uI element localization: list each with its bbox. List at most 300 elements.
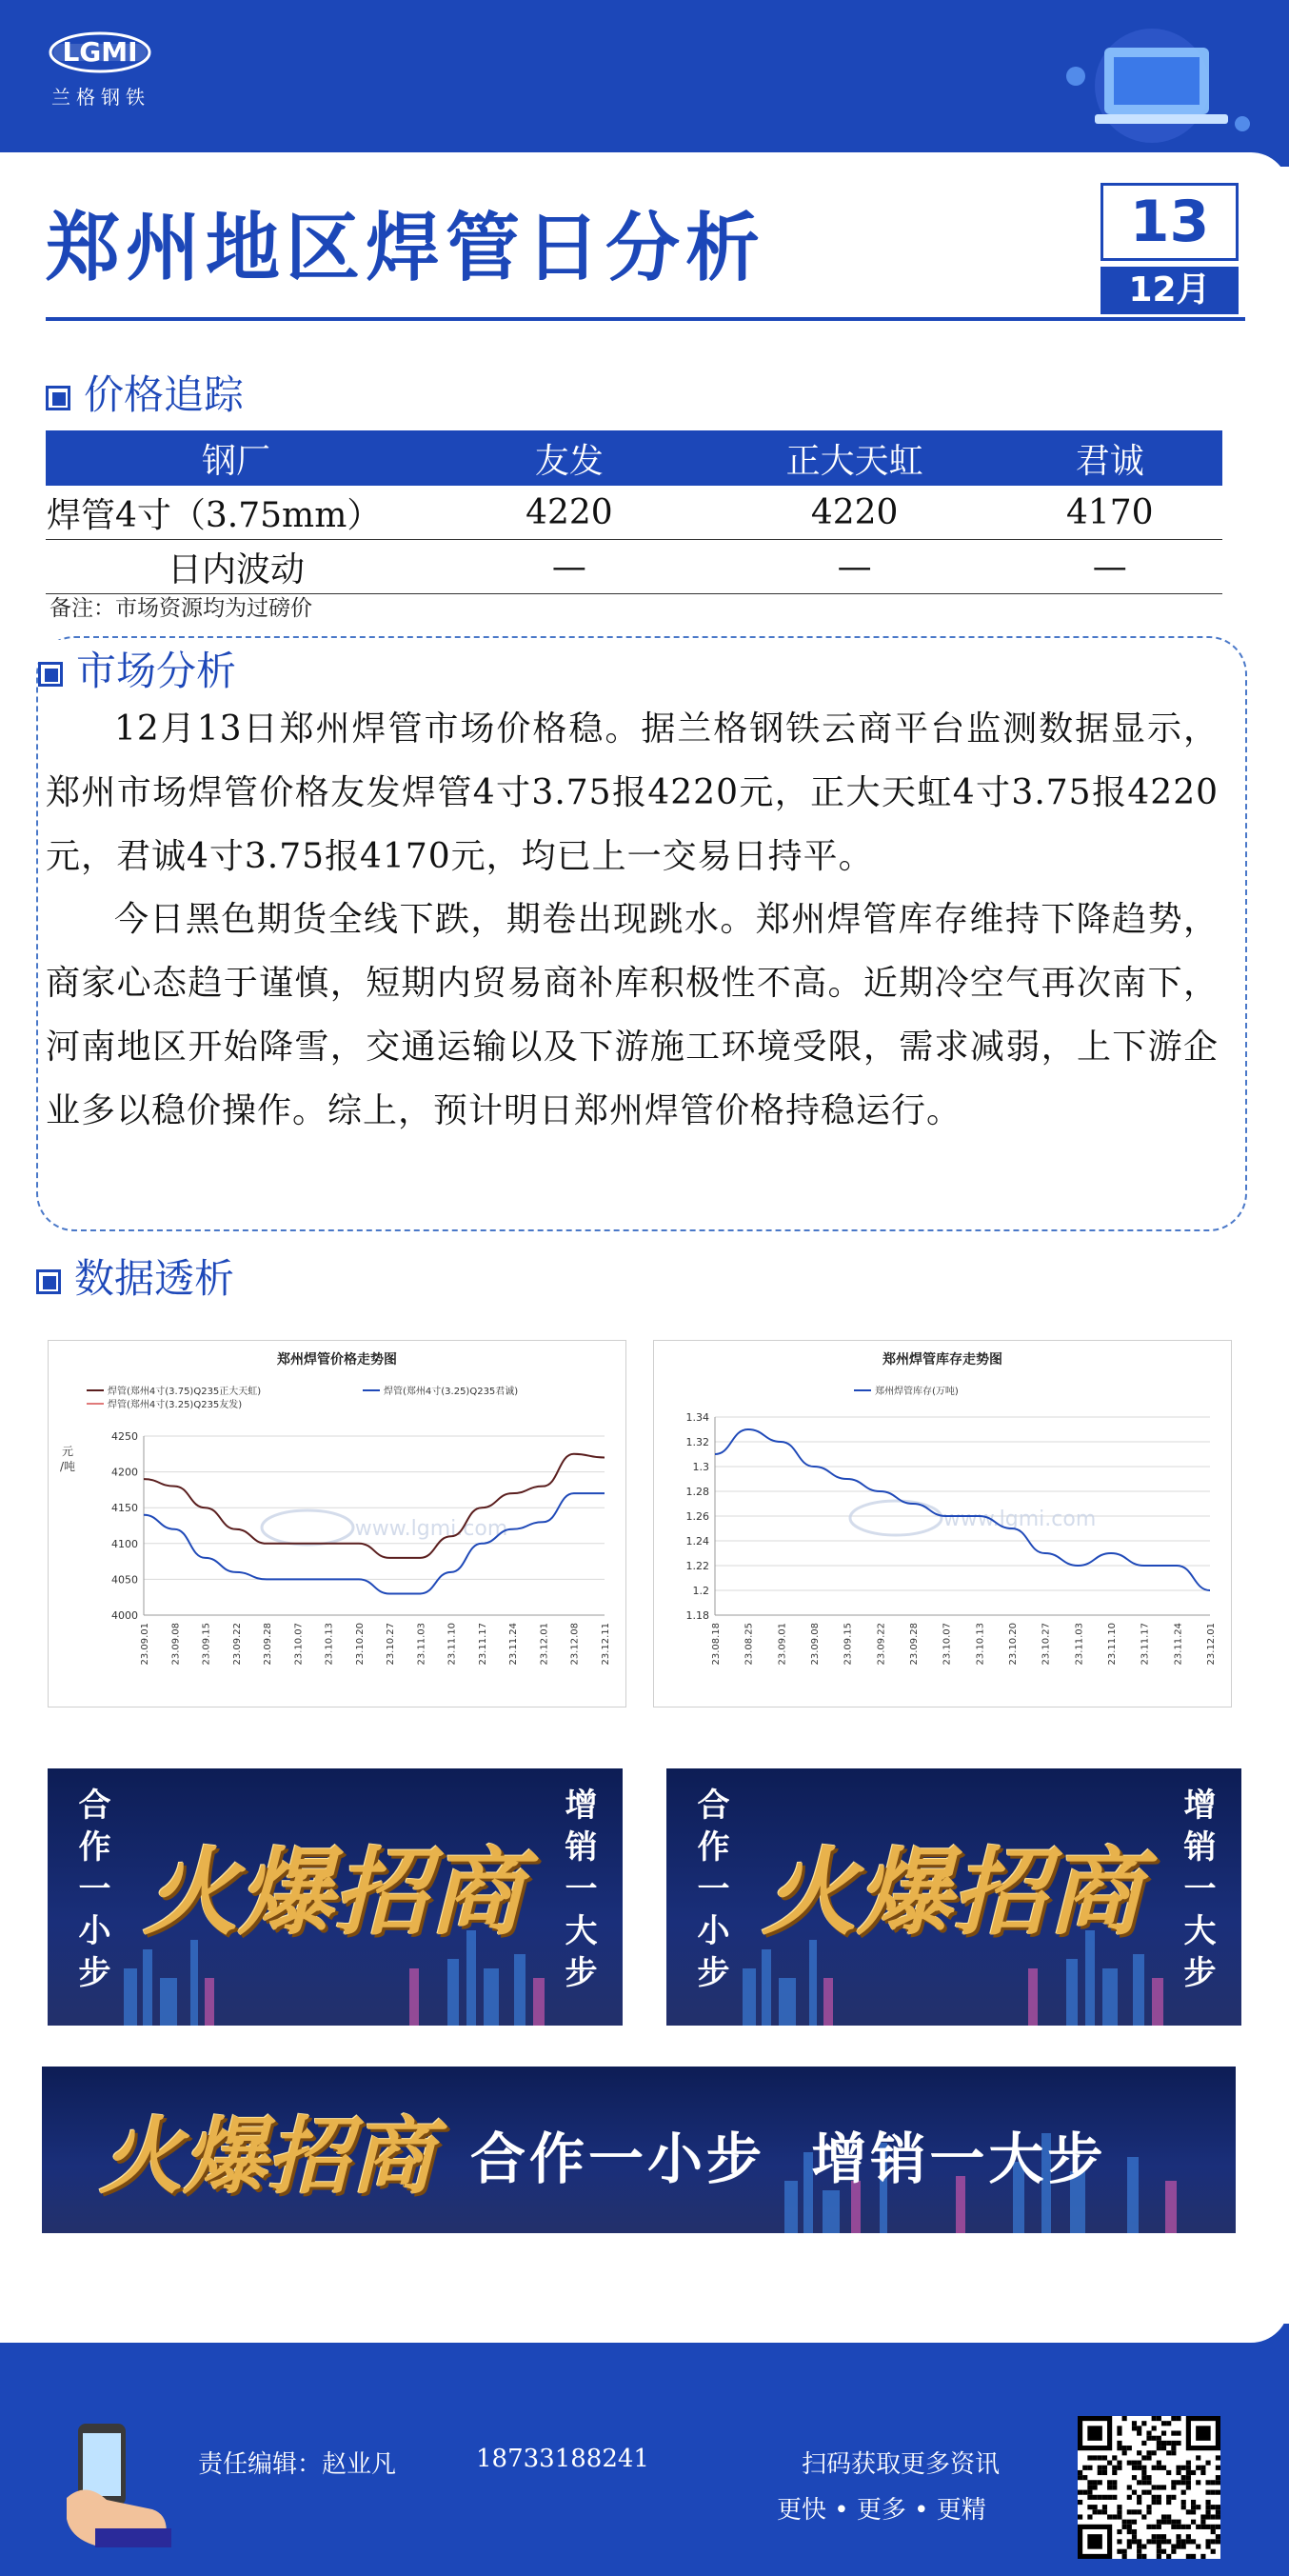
- qr-module: [1216, 2525, 1220, 2529]
- promo-banner-wide[interactable]: [42, 2067, 1236, 2233]
- price-table: [46, 430, 1222, 594]
- qr-module: [1161, 2446, 1166, 2450]
- promo-banner-left[interactable]: [48, 1768, 623, 2026]
- qr-finder: [1087, 2534, 1102, 2549]
- qr-module: [1127, 2461, 1132, 2466]
- price-table-header: [46, 430, 1222, 486]
- analysis-section-heading: [38, 640, 242, 697]
- qr-module: [1176, 2470, 1180, 2475]
- x-tick-label: 23.10.27: [386, 1623, 397, 1666]
- qr-module: [1146, 2505, 1151, 2509]
- qr-module: [1152, 2416, 1157, 2421]
- qr-module: [1186, 2525, 1191, 2529]
- qr-module: [1122, 2520, 1127, 2525]
- x-tick-label: 23.10.07: [942, 1623, 953, 1666]
- qr-module: [1152, 2426, 1157, 2430]
- qr-module: [1117, 2426, 1121, 2430]
- x-tick-label: 23.09.28: [263, 1623, 274, 1666]
- qr-module: [1146, 2450, 1151, 2455]
- x-tick-label: 23.11.17: [477, 1623, 488, 1666]
- lgmi-logo-icon: [48, 30, 152, 74]
- qr-module: [1122, 2416, 1127, 2421]
- y-axis-label: /吨: [59, 1460, 76, 1473]
- qr-module: [1112, 2480, 1117, 2485]
- qr-module: [1141, 2490, 1146, 2495]
- qr-module: [1191, 2500, 1196, 2505]
- qr-module: [1132, 2426, 1137, 2430]
- qr-module: [1117, 2431, 1121, 2436]
- qr-module: [1161, 2431, 1166, 2436]
- qr-module: [1161, 2539, 1166, 2544]
- phone-in-hand-icon: [67, 2424, 171, 2547]
- qr-module: [1093, 2480, 1098, 2485]
- qr-module: [1107, 2495, 1112, 2500]
- qr-module: [1137, 2500, 1141, 2505]
- chart-title: 郑州焊管库存走势图: [882, 1352, 1002, 1368]
- qr-module: [1211, 2549, 1216, 2554]
- qr-finder: [1087, 2426, 1102, 2441]
- qr-module: [1117, 2509, 1121, 2514]
- x-tick-label: 23.11.10: [446, 1623, 458, 1666]
- qr-module: [1171, 2549, 1176, 2554]
- qr-module: [1216, 2475, 1220, 2480]
- qr-module: [1127, 2446, 1132, 2450]
- qr-module: [1176, 2520, 1180, 2525]
- qr-module: [1216, 2455, 1220, 2460]
- qr-module: [1087, 2505, 1092, 2509]
- qr-module: [1181, 2525, 1186, 2529]
- banner-side-right-text: 增销一大步: [1178, 1787, 1216, 1997]
- qr-module: [1166, 2421, 1171, 2426]
- page-title: 郑州地区焊管日分析: [46, 206, 766, 291]
- qr-module: [1152, 2539, 1157, 2544]
- qr-module: [1205, 2544, 1210, 2548]
- qr-module: [1157, 2500, 1161, 2505]
- qr-module: [1137, 2431, 1141, 2436]
- analysis-paragraph: 今日黑色期货全线下跌，期卷出现跳水。郑州焊管库存维持下降趋势，商家心态趋于谨慎，短期内贸易商补库积极性不高。近期冷空气再次南下，河南地区开始降雪，交通运输以及下游施工环境受限，需求减弱，上下游企业多以稳价操作。综上，预计明日郑州焊管价格持稳运行。: [46, 900, 1219, 1130]
- x-tick-label: 23.09.01: [140, 1623, 150, 1666]
- chart-watermark: www.lgmi.com: [354, 1517, 508, 1541]
- qr-module: [1098, 2495, 1102, 2500]
- qr-module: [1216, 2480, 1220, 2485]
- title-underline: [46, 317, 1245, 321]
- qr-module: [1078, 2500, 1082, 2505]
- qr-code-icon[interactable]: [1078, 2416, 1220, 2559]
- qr-module: [1196, 2466, 1200, 2470]
- qr-module: [1216, 2505, 1220, 2509]
- qr-module: [1146, 2436, 1151, 2441]
- logo-text: 兰格钢铁: [51, 86, 150, 109]
- qr-module: [1200, 2514, 1205, 2519]
- brand-logo: [48, 30, 157, 116]
- qr-module: [1157, 2520, 1161, 2525]
- qr-module: [1161, 2485, 1166, 2489]
- qr-module: [1157, 2539, 1161, 2544]
- banner-big-text: 火爆招商: [762, 1836, 1142, 1948]
- y-tick-label: 1.3: [692, 1461, 709, 1473]
- qr-module: [1196, 2480, 1200, 2485]
- qr-module: [1191, 2554, 1196, 2559]
- qr-module: [1137, 2461, 1141, 2466]
- section-square-icon: [46, 386, 70, 410]
- banner-big-text: 火爆招商: [99, 2107, 435, 2206]
- change-cell: —: [426, 540, 712, 594]
- y-tick-label: 1.34: [685, 1411, 709, 1424]
- qr-module: [1098, 2480, 1102, 2485]
- section-square-icon: [36, 1269, 61, 1294]
- y-tick-label: 4250: [111, 1430, 138, 1443]
- table-row: [46, 486, 1222, 540]
- qr-module: [1082, 2466, 1087, 2470]
- qr-module: [1122, 2450, 1127, 2455]
- qr-module: [1141, 2514, 1146, 2519]
- qr-module: [1102, 2509, 1107, 2514]
- qr-module: [1211, 2505, 1216, 2509]
- qr-module: [1137, 2495, 1141, 2500]
- qr-module: [1141, 2475, 1146, 2480]
- row-label: 日内波动: [46, 540, 426, 594]
- x-tick-label: 23.11.10: [1107, 1623, 1118, 1666]
- qr-module: [1191, 2470, 1196, 2475]
- qr-module: [1141, 2455, 1146, 2460]
- qr-module: [1146, 2431, 1151, 2436]
- qr-module: [1176, 2539, 1180, 2544]
- qr-module: [1112, 2470, 1117, 2475]
- qr-module: [1141, 2466, 1146, 2470]
- qr-module: [1186, 2475, 1191, 2480]
- qr-module: [1112, 2495, 1117, 2500]
- x-tick-label: 23.09.28: [909, 1623, 920, 1666]
- qr-module: [1137, 2480, 1141, 2485]
- date-day: 13: [1101, 183, 1239, 261]
- qr-module: [1157, 2466, 1161, 2470]
- qr-module: [1117, 2549, 1121, 2554]
- qr-module: [1117, 2446, 1121, 2450]
- qr-module: [1137, 2509, 1141, 2514]
- qr-module: [1127, 2529, 1132, 2534]
- banner-side-right-text: 增销一大步: [559, 1787, 597, 1997]
- row-label: 焊管4寸（3.75mm）: [46, 486, 426, 540]
- qr-module: [1200, 2525, 1205, 2529]
- qr-module: [1087, 2466, 1092, 2470]
- qr-module: [1171, 2520, 1176, 2525]
- y-tick-label: 1.24: [685, 1535, 709, 1548]
- footer-phone[interactable]: 18733188241: [476, 2445, 649, 2473]
- qr-module: [1146, 2539, 1151, 2544]
- qr-module: [1152, 2500, 1157, 2505]
- qr-module: [1191, 2520, 1196, 2525]
- y-tick-label: 1.28: [685, 1486, 709, 1498]
- qr-module: [1161, 2520, 1166, 2525]
- qr-module: [1141, 2470, 1146, 2475]
- qr-module: [1132, 2529, 1137, 2534]
- qr-module: [1216, 2514, 1220, 2519]
- qr-module: [1166, 2500, 1171, 2505]
- col-header: 友发: [426, 430, 712, 486]
- legend-label: 焊管(郑州4寸(3.75)Q235正大天虹): [108, 1387, 262, 1397]
- col-header: 钢厂: [46, 430, 426, 486]
- price-cell: 4170: [998, 486, 1222, 540]
- qr-module: [1205, 2509, 1210, 2514]
- x-tick-label: 23.12.11: [601, 1623, 611, 1666]
- qr-module: [1166, 2441, 1171, 2446]
- qr-module: [1216, 2490, 1220, 2495]
- x-tick-label: 23.10.07: [293, 1623, 305, 1666]
- qr-module: [1078, 2514, 1082, 2519]
- qr-module: [1171, 2441, 1176, 2446]
- qr-module: [1087, 2485, 1092, 2489]
- qr-module: [1161, 2421, 1166, 2426]
- qr-module: [1078, 2490, 1082, 2495]
- qr-module: [1107, 2480, 1112, 2485]
- qr-module: [1132, 2475, 1137, 2480]
- qr-module: [1146, 2525, 1151, 2529]
- qr-module: [1166, 2539, 1171, 2544]
- data-heading-text: 数据透析: [74, 1255, 235, 1302]
- qr-module: [1176, 2416, 1180, 2421]
- qr-module: [1181, 2490, 1186, 2495]
- y-tick-label: 1.32: [685, 1436, 709, 1448]
- qr-module: [1102, 2466, 1107, 2470]
- qr-module: [1161, 2534, 1166, 2539]
- qr-module: [1157, 2495, 1161, 2500]
- qr-module: [1117, 2529, 1121, 2534]
- legend-label: 焊管(郑州4寸(3.25)Q235友发): [108, 1400, 243, 1410]
- y-tick-label: 4050: [111, 1573, 138, 1587]
- qr-module: [1205, 2539, 1210, 2544]
- qr-module: [1137, 2544, 1141, 2548]
- legend-label: 焊管(郑州4寸(3.25)Q235君诚): [384, 1387, 519, 1397]
- qr-module: [1181, 2500, 1186, 2505]
- qr-module: [1127, 2509, 1132, 2514]
- qr-module: [1152, 2436, 1157, 2441]
- qr-module: [1127, 2520, 1132, 2525]
- qr-module: [1205, 2461, 1210, 2466]
- qr-module: [1171, 2450, 1176, 2455]
- qr-module: [1157, 2554, 1161, 2559]
- qr-module: [1112, 2485, 1117, 2489]
- qr-module: [1152, 2466, 1157, 2470]
- price-cell: 4220: [712, 486, 998, 540]
- y-tick-label: 1.18: [685, 1609, 709, 1622]
- qr-module: [1127, 2525, 1132, 2529]
- qr-module: [1093, 2505, 1098, 2509]
- qr-module: [1146, 2490, 1151, 2495]
- qr-module: [1107, 2485, 1112, 2489]
- qr-module: [1102, 2495, 1107, 2500]
- qr-module: [1216, 2539, 1220, 2544]
- y-tick-label: 1.26: [685, 1510, 709, 1523]
- qr-module: [1141, 2421, 1146, 2426]
- qr-module: [1171, 2525, 1176, 2529]
- qr-module: [1137, 2466, 1141, 2470]
- qr-module: [1078, 2475, 1082, 2480]
- qr-module: [1141, 2480, 1146, 2485]
- qr-module: [1157, 2461, 1161, 2466]
- qr-module: [1117, 2461, 1121, 2466]
- price-heading-text: 价格追踪: [84, 371, 245, 418]
- banner-side-left-text: 合作一小步: [691, 1787, 729, 1997]
- qr-module: [1161, 2514, 1166, 2519]
- qr-module: [1157, 2446, 1161, 2450]
- qr-module: [1093, 2495, 1098, 2500]
- qr-module: [1152, 2534, 1157, 2539]
- price-trend-chart: [48, 1340, 626, 1707]
- x-tick-label: 23.08.18: [711, 1623, 722, 1666]
- qr-module: [1152, 2450, 1157, 2455]
- qr-module: [1186, 2466, 1191, 2470]
- qr-module: [1196, 2505, 1200, 2509]
- x-tick-label: 23.09.22: [231, 1623, 243, 1666]
- x-tick-label: 23.11.24: [1173, 1623, 1184, 1666]
- qr-module: [1181, 2505, 1186, 2509]
- qr-module: [1098, 2509, 1102, 2514]
- x-tick-label: 23.10.20: [1008, 1623, 1019, 1666]
- qr-module: [1107, 2514, 1112, 2519]
- qr-module: [1141, 2441, 1146, 2446]
- qr-module: [1181, 2475, 1186, 2480]
- qr-module: [1082, 2490, 1087, 2495]
- qr-module: [1166, 2514, 1171, 2519]
- qr-module: [1157, 2485, 1161, 2489]
- qr-module: [1117, 2466, 1121, 2470]
- qr-module: [1137, 2554, 1141, 2559]
- qr-module: [1166, 2450, 1171, 2455]
- qr-module: [1186, 2509, 1191, 2514]
- x-tick-label: 23.10.27: [1041, 1623, 1052, 1666]
- x-tick-label: 23.10.13: [975, 1623, 986, 1666]
- qr-module: [1191, 2509, 1196, 2514]
- qr-module: [1112, 2466, 1117, 2470]
- y-tick-label: 4150: [111, 1502, 138, 1515]
- promo-banner-right[interactable]: [666, 1768, 1241, 2026]
- qr-module: [1132, 2534, 1137, 2539]
- qr-module: [1171, 2485, 1176, 2489]
- qr-module: [1122, 2554, 1127, 2559]
- qr-module: [1176, 2431, 1180, 2436]
- qr-module: [1181, 2480, 1186, 2485]
- qr-module: [1132, 2520, 1137, 2525]
- qr-module: [1181, 2544, 1186, 2548]
- qr-module: [1087, 2514, 1092, 2519]
- data-section-heading: [36, 1248, 234, 1305]
- qr-module: [1157, 2534, 1161, 2539]
- qr-module: [1137, 2549, 1141, 2554]
- x-tick-label: 23.11.24: [508, 1623, 520, 1666]
- footer-slogan: 更快 • 更多 • 更精: [777, 2496, 986, 2525]
- qr-module: [1161, 2549, 1166, 2554]
- qr-module: [1181, 2466, 1186, 2470]
- y-tick-label: 4100: [111, 1537, 138, 1550]
- banner-big-text: 火爆招商: [143, 1836, 524, 1948]
- qr-module: [1132, 2509, 1137, 2514]
- qr-module: [1211, 2490, 1216, 2495]
- qr-module: [1146, 2475, 1151, 2480]
- qr-module: [1112, 2514, 1117, 2519]
- qr-module: [1211, 2480, 1216, 2485]
- qr-module: [1132, 2539, 1137, 2544]
- qr-module: [1132, 2466, 1137, 2470]
- qr-module: [1117, 2441, 1121, 2446]
- qr-module: [1166, 2470, 1171, 2475]
- analysis-paragraph: 12月13日郑州焊管市场价格稳。据兰格钢铁云商平台监测数据显示，郑州市场焊管价格友发焊管4寸3.75报4220元，正大天虹4寸3.75报4220元，君诚4寸3.75报4170元，均已上一交易日持平。: [46, 709, 1219, 876]
- qr-module: [1191, 2539, 1196, 2544]
- qr-module: [1196, 2455, 1200, 2460]
- qr-module: [1186, 2485, 1191, 2489]
- qr-module: [1216, 2466, 1220, 2470]
- qr-module: [1205, 2480, 1210, 2485]
- qr-module: [1166, 2554, 1171, 2559]
- qr-module: [1171, 2416, 1176, 2421]
- x-tick-label: 23.08.25: [744, 1623, 755, 1666]
- change-cell: —: [998, 540, 1222, 594]
- x-tick-label: 23.09.01: [777, 1623, 788, 1666]
- qr-module: [1137, 2450, 1141, 2455]
- x-tick-label: 23.12.01: [539, 1623, 550, 1666]
- qr-module: [1098, 2455, 1102, 2460]
- change-cell: —: [712, 540, 998, 594]
- qr-module: [1157, 2441, 1161, 2446]
- logo-mark-text: LGMI: [62, 36, 138, 68]
- qr-module: [1176, 2544, 1180, 2548]
- qr-module: [1176, 2480, 1180, 2485]
- qr-module: [1166, 2520, 1171, 2525]
- qr-module: [1157, 2549, 1161, 2554]
- y-tick-label: 4200: [111, 1466, 138, 1479]
- chart-title: 郑州焊管价格走势图: [277, 1352, 397, 1368]
- section-square-icon: [38, 662, 63, 687]
- qr-module: [1132, 2461, 1137, 2466]
- qr-module: [1132, 2490, 1137, 2495]
- qr-module: [1098, 2470, 1102, 2475]
- qr-module: [1146, 2455, 1151, 2460]
- qr-module: [1127, 2495, 1132, 2500]
- x-tick-label: 23.11.03: [1074, 1623, 1085, 1666]
- qr-module: [1157, 2436, 1161, 2441]
- x-tick-label: 23.09.08: [810, 1623, 821, 1666]
- qr-module: [1122, 2446, 1127, 2450]
- qr-module: [1211, 2529, 1216, 2534]
- x-tick-label: 23.09.08: [170, 1623, 182, 1666]
- qr-module: [1152, 2485, 1157, 2489]
- qr-module: [1117, 2514, 1121, 2519]
- header-laptop-illustration: [1038, 19, 1276, 152]
- qr-module: [1205, 2505, 1210, 2509]
- qr-module: [1186, 2480, 1191, 2485]
- qr-module: [1141, 2544, 1146, 2548]
- col-header: 君诚: [998, 430, 1222, 486]
- col-header: 正大天虹: [712, 430, 998, 486]
- x-tick-label: 23.10.13: [324, 1623, 335, 1666]
- qr-module: [1186, 2470, 1191, 2475]
- qr-module: [1200, 2466, 1205, 2470]
- qr-module: [1087, 2455, 1092, 2460]
- qr-module: [1087, 2490, 1092, 2495]
- qr-module: [1112, 2455, 1117, 2460]
- qr-module: [1161, 2466, 1166, 2470]
- footer-scan-text: 扫码获取更多资讯: [802, 2450, 1001, 2479]
- qr-module: [1176, 2534, 1180, 2539]
- qr-module: [1176, 2466, 1180, 2470]
- qr-module: [1127, 2485, 1132, 2489]
- qr-module: [1093, 2455, 1098, 2460]
- date-badge: [1101, 183, 1239, 316]
- qr-module: [1132, 2421, 1137, 2426]
- qr-module: [1200, 2470, 1205, 2475]
- qr-module: [1211, 2539, 1216, 2544]
- qr-module: [1102, 2470, 1107, 2475]
- x-tick-label: 23.09.15: [843, 1623, 854, 1666]
